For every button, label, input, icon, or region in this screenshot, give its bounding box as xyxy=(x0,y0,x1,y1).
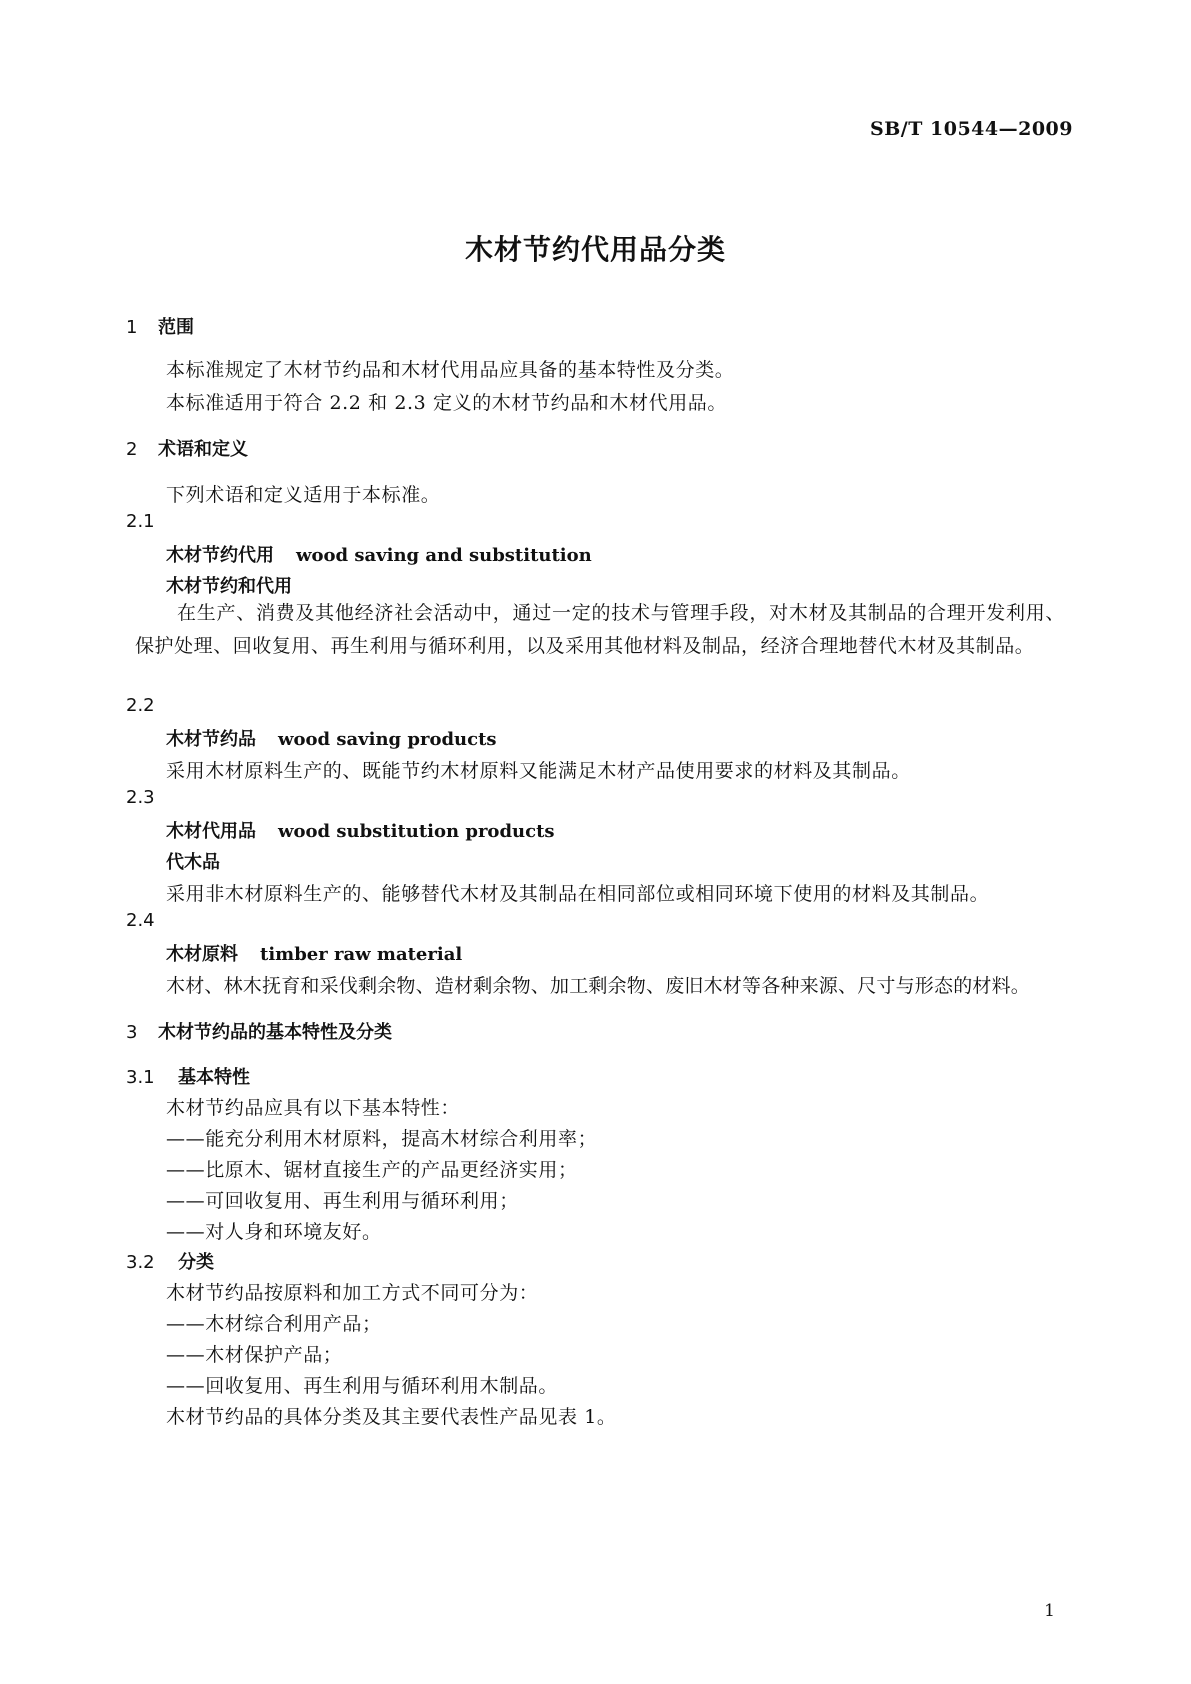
paragraph: 本标准规定了木材节约品和木材代用品应具备的基本特性及分类。 xyxy=(166,359,735,381)
subsection-number: 3.1 xyxy=(126,1067,155,1088)
list-item: ——比原木、锯材直接生产的产品更经济实用； xyxy=(166,1159,578,1181)
term-cn: 木材代用品 xyxy=(166,821,256,842)
standard-number: SB/T 10544—2009 xyxy=(870,118,1073,140)
section-title: 术语和定义 xyxy=(158,439,248,460)
list-item: ——能充分利用木材原料，提高木材综合利用率； xyxy=(166,1128,598,1150)
definition: 木材、林木抚育和采伐剩余物、造材剩余物、加工剩余物、废旧木材等各种来源、尺寸与形态的材料。 xyxy=(166,975,1031,997)
term-en: wood substitution products xyxy=(278,821,555,842)
section-1-heading xyxy=(126,313,194,339)
clause-number: 2.4 xyxy=(126,910,155,931)
list-item: ——对人身和环境友好。 xyxy=(166,1221,382,1243)
section-number: 1 xyxy=(126,317,138,338)
clause-number: 2.2 xyxy=(126,695,155,716)
section-number: 3 xyxy=(126,1022,138,1043)
paragraph: 下列术语和定义适用于本标准。 xyxy=(166,484,441,506)
section-number: 2 xyxy=(126,439,138,460)
term-2-4 xyxy=(166,940,462,966)
section-3-heading xyxy=(126,1018,392,1044)
term-en: wood saving products xyxy=(278,729,497,750)
paragraph: 木材节约品应具有以下基本特性： xyxy=(166,1097,461,1119)
section-title: 范围 xyxy=(158,317,194,338)
clause-number: 2.1 xyxy=(126,511,155,532)
subsection-title: 分类 xyxy=(178,1252,214,1273)
subsection-number: 3.2 xyxy=(126,1252,155,1273)
subsection-3-2-heading xyxy=(126,1248,214,1274)
subsection-title: 基本特性 xyxy=(178,1067,250,1088)
paragraph: 本标准适用于符合 2.2 和 2.3 定义的木材节约品和木材代用品。 xyxy=(166,392,727,414)
term-2-3 xyxy=(166,817,555,843)
term-2-2 xyxy=(166,725,497,751)
term-en: timber raw material xyxy=(260,944,463,965)
definition: 采用非木材原料生产的、能够替代木材及其制品在相同部位或相同环境下使用的材料及其制品。 xyxy=(166,883,990,905)
list-item: ——木材综合利用产品； xyxy=(166,1313,382,1335)
section-2-heading xyxy=(126,435,248,461)
term-en: wood saving and substitution xyxy=(296,545,592,566)
page-title: 木材节约代用品分类 xyxy=(464,233,726,266)
list-item: ——回收复用、再生利用与循环利用木制品。 xyxy=(166,1375,559,1397)
list-item: ——可回收复用、再生利用与循环利用； xyxy=(166,1190,519,1212)
term-cn: 木材节约代用 xyxy=(166,545,274,566)
subsection-3-1-heading xyxy=(126,1063,250,1089)
list-item: ——木材保护产品； xyxy=(166,1344,343,1366)
clause-number: 2.3 xyxy=(126,787,155,808)
definition: 在生产、消费及其他经济社会活动中，通过一定的技术与管理手段，对木材及其制品的合理开发利用、保护处理、回收复用、再生利用与循环利用，以及采用其他材料及制品，经济合理地替代木材及其制品。 xyxy=(135,602,1065,657)
term-synonym: 代木品 xyxy=(166,852,220,873)
term-2-1 xyxy=(166,541,592,567)
section-title: 木材节约品的基本特性及分类 xyxy=(158,1022,392,1043)
paragraph: 木材节约品的具体分类及其主要代表性产品见表 1。 xyxy=(166,1406,617,1428)
term-synonym: 木材节约和代用 xyxy=(166,576,292,597)
page-number: 1 xyxy=(1044,1601,1055,1621)
term-cn: 木材节约品 xyxy=(166,729,256,750)
term-cn: 木材原料 xyxy=(166,944,238,965)
paragraph: 木材节约品按原料和加工方式不同可分为： xyxy=(166,1282,539,1304)
definition: 采用木材原料生产的、既能节约木材原料又能满足木材产品使用要求的材料及其制品。 xyxy=(166,760,911,782)
